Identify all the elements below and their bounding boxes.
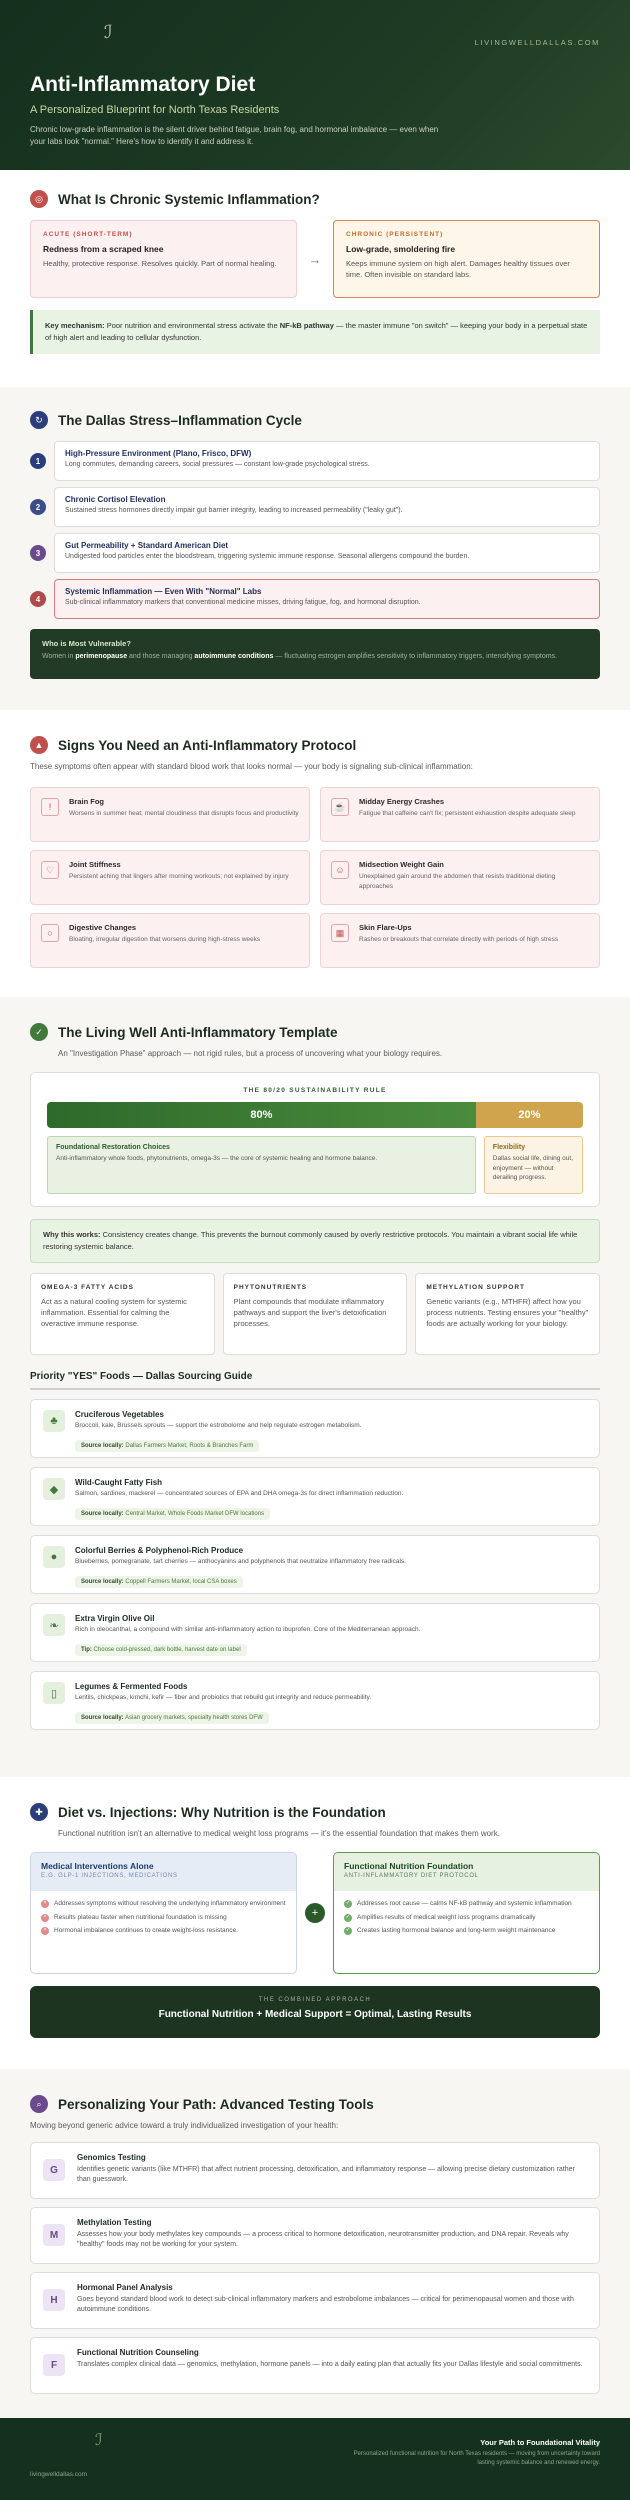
test-text <box>77 2153 587 2188</box>
symptom-icon: ☺ <box>331 861 349 879</box>
sign-desc: Worsens in summer heat; mental cloudiness that disrupts focus and productivity <box>69 810 299 817</box>
food-text <box>75 1682 371 1719</box>
symptom-icon: ! <box>41 798 59 816</box>
list-text: Addresses symptoms without resolving the underlying inflammatory environment <box>54 1900 286 1907</box>
cycle-steps <box>30 441 600 619</box>
step-desc: Sub-clinical inflammatory markers that conventional medicine misses, driving fatigue, fog, and hormonal disruption. <box>65 599 421 606</box>
why-box <box>30 1219 600 1263</box>
symptom-icon: ♡ <box>41 861 59 879</box>
sign-card <box>320 913 600 968</box>
food-text <box>75 1614 420 1651</box>
section-desc: An "Investigation Phase" approach — not rigid rules, but a process of uncovering what your biology requires. <box>58 1049 443 1058</box>
combined-text: Functional Nutrition + Medical Support = Optimal, Lasting Results <box>158 2009 472 2020</box>
functional-box <box>333 1852 600 1974</box>
combined-label: THE COMBINED APPROACH <box>258 1997 372 2003</box>
site-link[interactable]: LIVINGWELLDALLAS.COM <box>474 38 600 47</box>
test-title: Functional Nutrition Counseling <box>77 2348 199 2357</box>
section-title: Diet vs. Injections: Why Nutrition is the Foundation <box>58 1804 386 1820</box>
sign-text <box>69 797 299 832</box>
food-title: Extra Virgin Olive Oil <box>75 1614 155 1623</box>
footer <box>0 2418 630 2500</box>
cycle-step <box>30 441 600 481</box>
test-icon: F <box>43 2354 65 2376</box>
sign-card <box>30 787 310 842</box>
test-desc: Identifies genetic variants (like MTHFR) that affect nutrient processing, detoxification, and inflammatory response — allowing precise dietary customization rather than guesswork. <box>77 2166 575 2183</box>
food-desc: Lentils, chickpeas, kimchi, kefir — fiber and probiotics that rebuild gut integrity and reduce permeability. <box>75 1694 372 1701</box>
tests-list <box>30 2142 600 2394</box>
syringe-icon: ✚ <box>30 1803 48 1821</box>
source-label: Source locally: <box>81 1511 124 1517</box>
sign-title: Midsection Weight Gain <box>359 860 444 869</box>
food-text <box>75 1478 403 1515</box>
cycle-step <box>30 487 600 527</box>
acute-desc: Healthy, protective response. Resolves quickly. Part of normal healing. <box>43 259 277 268</box>
sign-text <box>359 860 589 895</box>
chronic-desc: Keeps immune system on high alert. Damages healthy tissues over time. Often invisible on standard labs. <box>346 259 570 279</box>
sign-desc: Persistent aching that lingers after morning workouts; not explained by injury <box>69 873 289 880</box>
list-text: Addresses root cause — calms NF-kB pathway and systemic inflammation <box>357 1900 572 1907</box>
sign-desc: Rashes or breakouts that correlate directly with periods of high stress <box>359 936 559 943</box>
sign-desc: Fatigue that caffeine can't fix; persistent exhaustion despite adequate sleep <box>359 810 576 817</box>
footer-desc: Personalized functional nutrition for North Texas residents — moving from uncertainty toward lasting systemic balance and renewed energy. <box>353 2451 600 2466</box>
test-desc: Translates complex clinical data — genomics, methylation, hormone panels — into a daily eating plan that actually fits your Dallas lifestyle and social commitments. <box>77 2361 583 2368</box>
medical-subtitle: E.G. GLP-1 INJECTIONS, MEDICATIONS <box>41 1873 178 1879</box>
sign-card <box>320 787 600 842</box>
step-title: Gut Permeability + Standard American Diet <box>65 541 229 550</box>
section-testing <box>0 2069 630 2418</box>
foods-list <box>30 1399 600 1730</box>
functional-subtitle: ANTI-INFLAMMATORY DIET PROTOCOL <box>344 1873 479 1879</box>
chronic-title: Low-grade, smoldering fire <box>346 244 456 254</box>
vulnerable-desc: Women in perimenopause and those managing autoimmune conditions — fluctuating estrogen amplifies sensitivity to inflammatory triggers, intensifying symptoms. <box>42 653 557 660</box>
list-item <box>344 1899 589 1909</box>
source-label: Source locally: <box>81 1443 124 1449</box>
test-title: Methylation Testing <box>77 2218 152 2227</box>
nutrient-cards <box>30 1273 600 1355</box>
check-icon: ✓ <box>345 1913 351 1920</box>
step-box <box>54 441 600 481</box>
test-icon: H <box>43 2289 65 2311</box>
food-title: Legumes & Fermented Foods <box>75 1682 188 1691</box>
chronic-card <box>333 220 600 298</box>
vulnerable-title: Who is Most Vulnerable? <box>42 639 131 648</box>
split-bar <box>47 1102 583 1128</box>
sign-title: Midday Energy Crashes <box>359 797 445 806</box>
test-icon: M <box>43 2224 65 2246</box>
food-icon: ▯ <box>43 1682 65 1704</box>
sign-card <box>30 913 310 968</box>
leaf-logo-icon: ℐ <box>95 2430 103 2449</box>
list-item <box>344 1926 589 1936</box>
section-stress-cycle <box>0 387 630 710</box>
bar-80: 80% <box>47 1102 476 1128</box>
food-icon: ◆ <box>43 1478 65 1500</box>
section-title: Signs You Need an Anti-Inflammatory Protocol <box>58 737 357 753</box>
test-text <box>77 2348 583 2383</box>
intro-text: Chronic low-grade inflammation is the silent driver behind fatigue, brain fog, and hormonal imbalance — even when your labs look "normal." Here's how to identify it and address it. <box>30 125 439 146</box>
food-card <box>30 1399 600 1458</box>
food-desc: Broccoli, kale, Brussels sprouts — support the estrobolome and help regulate estrogen metabolism. <box>75 1422 362 1429</box>
section-signs <box>0 710 630 997</box>
section-desc: Functional nutrition isn't an alternative to medical weight loss programs — it's the essential foundation that makes them work. <box>58 1829 500 1838</box>
test-desc: Assesses how your body methylates key compounds — a process critical to hormone detoxification, neurotransmitter production, and DNA repair. Reveals why "healthy" foods may not be working for your system. <box>77 2231 569 2248</box>
sign-title: Brain Fog <box>69 797 104 806</box>
sign-text <box>359 923 558 958</box>
list-item <box>41 1899 286 1909</box>
cross-icon: × <box>41 1927 49 1935</box>
key-text: Poor nutrition and environmental stress activate the <box>104 321 280 330</box>
chronic-label: CHRONIC (PERSISTENT) <box>346 231 444 238</box>
food-title: Colorful Berries & Polyphenol-Rich Produce <box>75 1546 244 1555</box>
symptom-icon: ☕ <box>331 798 349 816</box>
test-card <box>30 2337 600 2394</box>
test-text <box>77 2283 587 2318</box>
list-item <box>41 1926 286 1936</box>
section-title: The Living Well Anti-Inflammatory Template <box>58 1024 338 1040</box>
symptom-icon: ○ <box>41 924 59 942</box>
source-text: Asian grocery markets, specialty health stores DFW <box>123 1715 263 1721</box>
list-text: Amplifies results of medical weight loss programs dramatically <box>357 1913 536 1921</box>
page-subtitle: A Personalized Blueprint for North Texas Residents <box>30 104 280 116</box>
food-text <box>75 1410 362 1447</box>
nutrient-title: PHYTONUTRIENTS <box>233 1284 308 1291</box>
medical-title: Medical Interventions Alone <box>41 1861 154 1871</box>
footer-site-link[interactable]: livingwelldallas.com <box>30 2471 88 2478</box>
source-text: Dallas Farmers Market, Roots & Branches Farm <box>123 1443 254 1449</box>
target-icon: ◎ <box>30 190 48 208</box>
cycle-step <box>30 579 600 619</box>
nutrient-card <box>223 1273 408 1355</box>
section-desc: These symptoms often appear with standard blood work that looks normal — your body is signaling sub-clinical inflammation: <box>30 762 473 771</box>
list-item <box>41 1913 286 1923</box>
vulnerable-box <box>30 629 600 679</box>
search-icon: ⌕ <box>30 2095 48 2113</box>
key-label: Key mechanism: <box>45 321 105 330</box>
flexibility-title: Flexibility <box>492 1144 526 1151</box>
source-text: Coppell Farmers Market, local CSA boxes <box>123 1579 237 1585</box>
food-source <box>75 1440 259 1452</box>
list-item <box>344 1913 589 1923</box>
step-number: 1 <box>30 453 46 469</box>
list-text: Hormonal imbalance continues to create weight-loss resistance. <box>54 1927 238 1934</box>
acute-label: ACUTE (SHORT-TERM) <box>43 231 133 238</box>
food-title: Cruciferous Vegetables <box>75 1410 164 1419</box>
food-card <box>30 1535 600 1594</box>
step-desc: Sustained stress hormones directly impair gut barrier integrity, leading to increased permeability ("leaky gut"). <box>65 507 403 514</box>
food-desc: Salmon, sardines, mackerel — concentrated sources of EPA and DHA omega-3s for direct inflammation reduction. <box>75 1490 404 1497</box>
step-title: Systemic Inflammation — Even With "Normal" Labs <box>65 587 262 596</box>
arrow-right-icon: → <box>308 251 322 267</box>
footer-title: Your Path to Foundational Vitality <box>480 2438 600 2447</box>
key-mechanism-box <box>30 310 600 354</box>
test-card <box>30 2272 600 2329</box>
functional-list <box>334 1891 599 1948</box>
step-desc: Long commutes, demanding careers, social pressures — constant low-grade psychological stress. <box>65 461 370 468</box>
sign-desc: Bloating, irregular digestion that worsens during high-stress weeks <box>69 936 261 943</box>
sign-desc: Unexplained gain around the abdomen that resists traditional dieting approaches <box>359 873 556 890</box>
cycle-step <box>30 533 600 573</box>
checklist-icon: ✓ <box>30 1023 48 1041</box>
section-title: The Dallas Stress–Inflammation Cycle <box>58 412 302 428</box>
nutrient-title: OMEGA-3 FATTY ACIDS <box>41 1284 134 1291</box>
why-text: Consistency creates change. This prevents the burnout commonly caused by overly restrictive protocols. You maintain a vibrant social life while restoring systemic balance. <box>43 1230 578 1251</box>
step-title: Chronic Cortisol Elevation <box>65 495 166 504</box>
step-title: High-Pressure Environment (Plano, Frisco, DFW) <box>65 449 252 458</box>
food-source <box>75 1576 243 1588</box>
source-label: Source locally: <box>81 1715 124 1721</box>
acute-card <box>30 220 297 298</box>
rule-card <box>30 1072 600 1207</box>
food-desc: Blueberries, pomegranate, tart cherries — anthocyanins and polyphenols that neutralize inflammatory free radicals. <box>75 1558 406 1565</box>
test-card <box>30 2142 600 2199</box>
step-desc: Undigested food particles enter the bloodstream, triggering systemic immune response. Seasonal allergens compound the burden. <box>65 553 470 560</box>
hero-header <box>0 0 630 170</box>
cross-icon: × <box>41 1914 49 1922</box>
nutrient-title: METHYLATION SUPPORT <box>426 1284 526 1291</box>
list-text: Creates lasting hormonal balance and long-term weight maintenance <box>357 1927 556 1934</box>
section-inflammation <box>0 170 630 387</box>
test-card <box>30 2207 600 2264</box>
symptom-icon: ▦ <box>331 924 349 942</box>
test-text <box>77 2218 587 2253</box>
food-icon: ❧ <box>43 1614 65 1636</box>
plus-icon: + <box>305 1903 325 1923</box>
warning-icon: ▲ <box>30 736 48 754</box>
medical-box <box>30 1852 297 1974</box>
step-box <box>54 533 600 573</box>
section-template <box>0 997 630 1777</box>
section-title: Personalizing Your Path: Advanced Testing Tools <box>58 2096 374 2112</box>
test-title: Hormonal Panel Analysis <box>77 2283 173 2292</box>
test-icon: G <box>43 2159 65 2181</box>
combined-banner <box>30 1986 600 2038</box>
food-source <box>75 1644 247 1656</box>
check-icon: ✓ <box>345 1927 351 1934</box>
food-source <box>75 1508 270 1520</box>
test-title: Genomics Testing <box>77 2153 146 2162</box>
step-number: 2 <box>30 499 46 515</box>
key-text-end: — the master immune "on switch" — keeping your body in a perpetual state of high alert and leading to cellular dysfunction. <box>45 321 588 342</box>
page-title: Anti-Inflammatory Diet <box>30 73 256 96</box>
source-label: Source locally: <box>81 1579 124 1585</box>
leaf-logo-icon: ℐ <box>104 22 113 43</box>
food-icon: ♣ <box>43 1410 65 1432</box>
step-number: 4 <box>30 591 46 607</box>
source-label: Tip: <box>81 1647 92 1653</box>
flexibility-desc: Dallas social life, dining out, enjoyment — without derailing progress. <box>492 1155 574 1181</box>
step-box <box>54 487 600 527</box>
rule-title: THE 80/20 SUSTAINABILITY RULE <box>243 1087 387 1094</box>
food-card <box>30 1467 600 1526</box>
cycle-icon: ↻ <box>30 411 48 429</box>
sign-card <box>30 850 310 905</box>
food-icon: ● <box>43 1546 65 1568</box>
food-title: Wild-Caught Fatty Fish <box>75 1478 163 1487</box>
foods-title: Priority "YES" Foods — Dallas Sourcing Guide <box>30 1371 600 1390</box>
step-box <box>54 579 600 619</box>
sign-title: Digestive Changes <box>69 923 137 932</box>
nutrient-card <box>30 1273 215 1355</box>
sign-card <box>320 850 600 905</box>
sign-text <box>69 860 289 895</box>
section-diet-vs <box>0 1777 630 2069</box>
signs-grid <box>30 787 600 968</box>
foundational-desc: Anti-inflammatory whole foods, phytonutrients, omega-3s — the core of systemic healing and hormone balance. <box>56 1155 378 1162</box>
sign-text <box>69 923 260 958</box>
source-text: Central Market, Whole Foods Market DFW locations <box>123 1511 265 1517</box>
functional-title: Functional Nutrition Foundation <box>344 1861 474 1871</box>
bar-20: 20% <box>476 1102 583 1128</box>
section-desc: Moving beyond generic advice toward a truly individualized investigation of your health: <box>30 2121 339 2130</box>
nutrient-desc: Genetic variants (e.g., MTHFR) affect how you process nutrients. Testing ensures your "healthy" foods are actually working for your biology. <box>426 1297 589 1328</box>
source-text: Choose cold-pressed, dark bottle, harvest date on label <box>91 1647 241 1653</box>
flexibility-box <box>484 1136 583 1194</box>
food-card <box>30 1671 600 1730</box>
why-label: Why this works: <box>43 1230 101 1239</box>
key-bold: NF-kB pathway <box>279 321 334 330</box>
step-number: 3 <box>30 545 46 561</box>
nutrient-desc: Plant compounds that modulate inflammatory pathways and support the liver's detoxification processes. <box>233 1297 387 1328</box>
food-source <box>75 1712 269 1724</box>
section-title: What Is Chronic Systemic Inflammation? <box>58 191 320 207</box>
sign-title: Skin Flare-Ups <box>359 923 412 932</box>
food-text <box>75 1546 406 1583</box>
food-desc: Rich in oleocanthal, a compound with similar anti-inflammatory action to ibuprofen. Core of the Mediterranean approach. <box>75 1626 421 1633</box>
check-icon: ✓ <box>345 1900 351 1907</box>
sign-title: Joint Stiffness <box>69 860 121 869</box>
foundational-box <box>47 1136 476 1194</box>
sign-text <box>359 797 576 832</box>
nutrient-card <box>415 1273 600 1355</box>
nutrient-desc: Act as a natural cooling system for systemic inflammation. Essential for calming the overactive immune response. <box>41 1297 187 1328</box>
list-text: Results plateau faster when nutritional foundation is missing <box>54 1913 227 1921</box>
cross-icon: × <box>41 1900 49 1908</box>
acute-title: Redness from a scraped knee <box>43 244 164 254</box>
medical-list <box>31 1891 296 1948</box>
test-desc: Goes beyond standard blood work to detect sub-clinical inflammatory markers and estrobolome imbalances — critical for perimenopausal women and those with autoimmune conditions. <box>77 2296 574 2313</box>
foundational-title: Foundational Restoration Choices <box>56 1144 170 1151</box>
food-card <box>30 1603 600 1662</box>
